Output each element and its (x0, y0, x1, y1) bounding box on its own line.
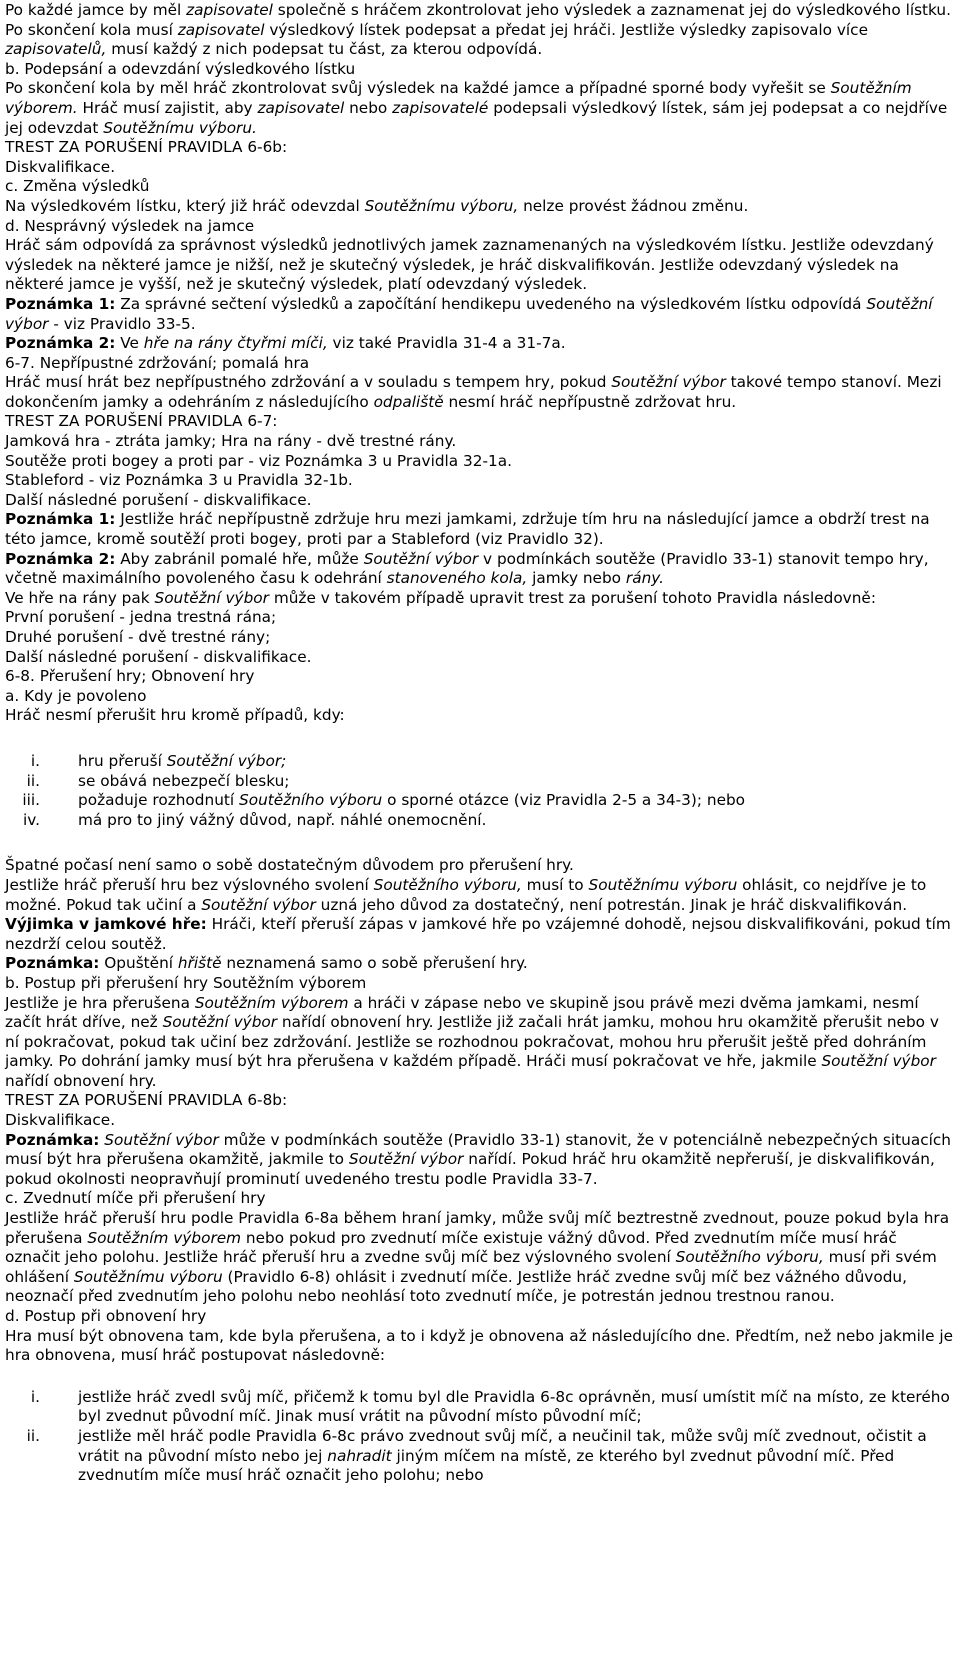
text-run: nebo pokud pro zvednutí míče existuje vážný důvod. Před zvednutím míče musí hráč označit jeho polohu. Jestliže hráč přeruší hru a zvedne svůj míč bez výslovného svolení (5, 1228, 897, 1267)
text-run: Další následné porušení - diskvalifikace. (5, 647, 312, 666)
text-run: Hráč sám odpovídá za správnost výsledků jednotlivých jamek zaznamenaných na výsledkovém lístku. Jestliže odevzdaný výsledek na některé jamce je nižší, než je skutečný výsledek, je hráč diskvalifikován. Jestliže odevzdaný výsledek na některé jamce je vyšší, než je skutečný výsledek, platí odevzdaný výsledek. (5, 236, 934, 294)
list-number: i. (30, 1387, 40, 1406)
italic-term: zapisovatel (257, 98, 345, 117)
paragraph (5, 334, 955, 354)
italic-term: stanoveného kola, (386, 569, 528, 588)
italic-term: Soutěžní výbor (104, 1130, 219, 1149)
paragraph (5, 138, 955, 158)
text-run: Hráč musí zajistit, aby (77, 98, 258, 117)
spacer (5, 726, 955, 752)
italic-term: Soutěžního výboru, (373, 875, 522, 894)
text-run: o sporné otázce (viz Pravidla 2-5 a 34-3); nebo (382, 791, 746, 810)
text-run: Po každé jamce by měl (5, 1, 187, 19)
text-run: Další následné porušení - diskvalifikace. (5, 490, 312, 509)
italic-term: Soutěžnímu výboru (588, 875, 738, 894)
paragraph (5, 452, 955, 472)
text-run: Opuštění (99, 954, 178, 973)
paragraph (5, 954, 955, 974)
paragraph (5, 217, 955, 237)
paragraph (5, 510, 955, 549)
text-run: Jestliže hráč nepřípustně zdržuje hru mezi jamkami, zdržuje tím hru na následující jamce a obdrží trest na této jamce, kromě soutěží proti bogey, proti par a Stableford (viz Pravidlo 32). (5, 510, 930, 549)
text-run: 6-7. Nepřípustné zdržování; pomalá hra (5, 353, 310, 372)
text-run: První porušení - jedna trestná rána; (5, 608, 277, 627)
list-item (5, 1388, 955, 1427)
paragraph (5, 1131, 955, 1190)
text-run: Diskvalifikace. (5, 157, 116, 176)
italic-term: Soutěžní výbor; (166, 751, 287, 770)
bold-label: Poznámka: (5, 954, 100, 973)
paragraph (5, 876, 955, 915)
list-item (5, 811, 955, 831)
bold-label: Výjimka v jamkové hře: (5, 915, 207, 934)
text-run: Ve (115, 334, 144, 353)
roman-list (5, 752, 955, 830)
text-run: Stableford - viz Poznámka 3 u Pravidla 32-1b. (5, 471, 353, 490)
paragraph (5, 60, 955, 80)
italic-term: rány. (625, 569, 664, 588)
text-run: musí každý z nich podepsat tu část, za kterou odpovídá. (106, 40, 543, 59)
list-text (40, 791, 955, 811)
paragraph (5, 589, 955, 609)
paragraph (5, 1327, 955, 1366)
text-run: nebo (344, 98, 393, 117)
text-run: b. Podepsání a odevzdání výsledkového lístku (5, 59, 356, 78)
text-run: Hra musí být obnovena tam, kde byla přerušena, a to i když je obnovena až následujícího dne. Předtím, než nebo jakmile je hra obnovena, musí hráč postupovat následovně: (5, 1326, 954, 1365)
paragraph (5, 295, 955, 334)
paragraph (5, 687, 955, 707)
italic-term: odpaliště (373, 392, 444, 411)
text-run: b. Postup při přerušení hry Soutěžním výborem (5, 973, 367, 992)
text-run: jestliže hráč zvedl svůj míč, přičemž k tomu byl dle Pravidla 6-8c oprávněn, musí umístit míč na místo, ze kterého byl zvednut původní míč. Jinak musí vrátit na původní místo původní míč; (78, 1387, 950, 1426)
italic-term: Soutěžním výborem (194, 993, 349, 1012)
paragraph (5, 471, 955, 491)
list-number: iv. (23, 810, 40, 829)
paragraph (5, 856, 955, 876)
text-run: nařídí obnovení hry. Jestliže již začali hrát jamku, mohou hru okamžitě přerušit nebo v ní pokračovat, pokud tak učiní bez zdržování. Jestliže se rozhodnou pokračovat, mohou hru přerušit ještě před dohráním jamky. Po dohrání jamky musí být hra přerušena v každém případě. Hráči musí pokračovat ve hře, jakmile (5, 1013, 939, 1071)
text-run: Na výsledkovém lístku, který již hráč odevzdal (5, 196, 365, 215)
paragraph (5, 236, 955, 295)
paragraph (5, 667, 955, 687)
roman-list (5, 1388, 955, 1486)
list-text (40, 752, 955, 772)
text-run: viz také Pravidla 31-4 a 31-7a. (327, 334, 566, 353)
paragraph (5, 79, 955, 138)
list-number: ii. (26, 771, 40, 790)
list-text (40, 772, 955, 792)
paragraph (5, 994, 955, 1092)
italic-term: Soutěžnímu výboru (73, 1267, 223, 1286)
text-run: d. Nesprávný výsledek na jamce (5, 216, 255, 235)
text-run: Diskvalifikace. (5, 1111, 116, 1130)
text-run: TREST ZA PORUŠENÍ PRAVIDLA 6-7: (5, 412, 278, 431)
text-run: (Pravidlo 6-8) ohlásit i zvednutí míče. Jestliže hráč zvedne svůj míč bez vážného důvodu, neoznačí před zvednutím jeho polohu nebo neohlásí toto zvednutí míče, je potrestán jednou trestnou ranou. (5, 1267, 907, 1306)
bold-label: Poznámka 1: (5, 294, 116, 313)
italic-term: Soutěžní výbor (821, 1052, 936, 1071)
italic-term: zapisovatelů, (5, 40, 107, 59)
paragraph (5, 197, 955, 217)
bold-label: Poznámka 2: (5, 334, 116, 353)
spacer (5, 1366, 955, 1388)
text-run: musí to (521, 875, 589, 894)
text-run: Soutěže proti bogey a proti par - viz Poznámka 3 u Pravidla 32-1a. (5, 451, 512, 470)
italic-term: zapisovatel (186, 1, 273, 19)
text-run: v podmínkách soutěže (Pravidlo 33-1) stanovit tempo hry, včetně maximálního povoleného času k odehrání (5, 549, 929, 588)
text-run: Hráč musí hrát bez nepřípustného zdržování a v souladu s tempem hry, pokud (5, 373, 612, 392)
text-run: nelze provést žádnou změnu. (518, 196, 749, 215)
italic-term: Soutěžní výbor (162, 1013, 278, 1032)
italic-term: Soutěžnímu výboru, (364, 196, 519, 215)
text-run: Jestliže hráč přeruší hru podle Pravidla 6-8a během hraní jamky, může svůj míč beztrestně zvednout, pouze pokud byla hra přerušena (5, 1209, 950, 1247)
text-run: jiným míčem na místě, ze kterého byl zvednut původní míč. Před zvednutím míče musí hráč označit jeho polohu; nebo (78, 1446, 895, 1485)
text-run: Špatné počasí není samo o sobě dostatečným důvodem pro přerušení hry. (5, 856, 574, 875)
italic-term: zapisovatel (177, 20, 265, 39)
list-item (5, 1427, 955, 1486)
text-run: může v takovém případě upravit trest za porušení tohoto Pravidla následovně: (268, 588, 876, 607)
bold-label: Poznámka: (5, 1130, 100, 1149)
paragraph (5, 608, 955, 628)
paragraph (5, 177, 955, 197)
paragraph (5, 1091, 955, 1111)
text-run: - viz Pravidlo 33-5. (48, 314, 196, 333)
text-run: TREST ZA PORUŠENÍ PRAVIDLA 6-6b: (5, 138, 288, 157)
text-run: jestliže měl hráč podle Pravidla 6-8c právo zvednout svůj míč, a neučinil tak, může svůj míč zvednout, očistit a vrátit na původní místo nebo jej (78, 1426, 927, 1465)
text-run: Aby zabránil pomalé hře, může (115, 549, 364, 568)
text-run: požaduje rozhodnutí (78, 791, 240, 810)
text-run: má pro to jiný vážný důvod, např. náhlé onemocnění. (78, 810, 487, 829)
text-run: d. Postup při obnovení hry (5, 1307, 207, 1325)
italic-term: Soutěžního výboru, (675, 1248, 824, 1267)
list-item (5, 791, 955, 811)
italic-term: Soutěžním výborem. (5, 79, 912, 117)
text-run: Po skončení kola by měl hráč zkontrolovat svůj výsledek na každé jamce a případné sporné body vyřešit se (5, 79, 831, 98)
text-run: podepsali výsledkový lístek, sám jej podepsat a co nejdříve jej odevzdat (5, 98, 948, 137)
italic-term: hře na rány čtyřmi míči, (143, 334, 328, 353)
italic-term: Soutěžní výbor (154, 588, 269, 607)
list-text (40, 1388, 955, 1427)
bold-label: Poznámka 2: (5, 549, 116, 568)
text-run: ohlásit, co nejdříve je to možné. Pokud tak učiní a (5, 875, 927, 914)
text-run: uzná jeho důvod za dostatečný, není potrestán. Jinak je hráč diskvalifikován. (315, 895, 908, 914)
text-run: Hráč nesmí přerušit hru kromě případů, kdy: (5, 706, 345, 725)
list-text (40, 1427, 955, 1486)
text-run: TREST ZA PORUŠENÍ PRAVIDLA 6-8b: (5, 1091, 288, 1110)
paragraph (5, 491, 955, 511)
text-run: musí při svém ohlášení (5, 1248, 937, 1286)
text-run: Hráči, kteří přeruší zápas v jamkové hře po vzájemné dohodě, nejsou diskvalifikováni, pokud tím nezdrží celou soutěž. (5, 915, 951, 953)
italic-term: zapisovatelé (392, 98, 489, 117)
italic-term: Soutěžní výbor (5, 294, 933, 333)
text-run: Druhé porušení - dvě trestné rány; (5, 628, 271, 646)
paragraph (5, 354, 955, 374)
text-run: takové tempo stanoví. Mezi dokončením jamky a odehráním z následujícího (5, 373, 942, 411)
text-run: Za správné sečtení výsledků a započítání hendikepu uvedeného na výsledkovém lístku odpovídá (115, 294, 867, 313)
list-number: i. (30, 751, 40, 770)
list-number: iii. (22, 791, 40, 810)
italic-term: Soutěžní výbor (348, 1150, 464, 1169)
spacer (5, 830, 955, 856)
paragraph (5, 550, 955, 589)
text-run: Jamková hra - ztráta jamky; Hra na rány - dvě trestné rány. (5, 432, 457, 451)
paragraph (5, 412, 955, 432)
paragraph (5, 1, 955, 60)
text-run: nesmí hráč nepřípustně zdržovat hru. (443, 392, 737, 411)
paragraph (5, 432, 955, 452)
paragraph (5, 706, 955, 726)
text-run: se obává nebezpečí blesku; (78, 771, 290, 790)
paragraph (5, 1209, 955, 1307)
text-run: c. Změna výsledků (5, 177, 150, 196)
italic-term: Soutěžní výbor (611, 373, 726, 392)
paragraph (5, 373, 955, 412)
italic-term: Soutěžní výbor (201, 895, 316, 914)
paragraph (5, 1111, 955, 1131)
italic-term: Soutěžního výboru (239, 791, 383, 810)
italic-term: Soutěžní výbor (363, 549, 479, 568)
italic-term: nahradit (327, 1446, 392, 1465)
text-run: 6-8. Přerušení hry; Obnovení hry (5, 667, 255, 686)
paragraph (5, 1307, 955, 1327)
text-run: Jestliže je hra přerušena (5, 993, 195, 1012)
paragraph (5, 648, 955, 668)
text-run: c. Zvednutí míče při přerušení hry (5, 1189, 266, 1208)
document-page (5, 1, 955, 1486)
list-number: ii. (26, 1426, 40, 1445)
italic-term: Soutěžnímu výboru. (103, 118, 257, 137)
italic-term: Soutěžním výborem (87, 1228, 242, 1247)
paragraph (5, 628, 955, 648)
text-run: výsledkový lístek podepsat a předat jej hráči. Jestliže výsledky zapisovalo více (264, 20, 868, 39)
text-run: Ve hře na rány pak (5, 588, 155, 607)
text-run: a hráči v zápase nebo ve skupině jsou právě mezi dvěma jamkami, nesmí začít hrát dříve, než (5, 993, 919, 1032)
bold-label: Poznámka 1: (5, 510, 116, 529)
text-run: společně s hráčem zkontrolovat jeho výsledek a zaznamenat jej do výsledkového lístku. Po skončení kola musí (5, 1, 951, 39)
text-run: neznamená samo o sobě přerušení hry. (221, 954, 528, 973)
list-item (5, 772, 955, 792)
list-text (40, 811, 955, 831)
text-run: Jestliže hráč přeruší hru bez výslovného svolení (5, 875, 374, 894)
italic-term: hřiště (177, 954, 222, 973)
paragraph (5, 915, 955, 954)
list-item (5, 752, 955, 772)
paragraph (5, 1189, 955, 1209)
text-run: hru přeruší (78, 751, 167, 770)
paragraph (5, 974, 955, 994)
text-run: může v podmínkách soutěže (Pravidlo 33-1) stanovit, že v potenciálně nebezpečných situacích musí být hra přerušena okamžitě, jakmile to (5, 1130, 951, 1169)
text-run: a. Kdy je povoleno (5, 686, 147, 705)
text-run: jamky nebo (527, 569, 626, 588)
paragraph (5, 158, 955, 178)
text-run: nařídí obnovení hry. (5, 1071, 157, 1090)
text-run: nařídí. Pokud hráč hru okamžitě nepřeruší, je diskvalifikován, pokud okolnosti neopravňují prominutí uvedeného trestu podle Pravidla 33-7. (5, 1150, 935, 1188)
